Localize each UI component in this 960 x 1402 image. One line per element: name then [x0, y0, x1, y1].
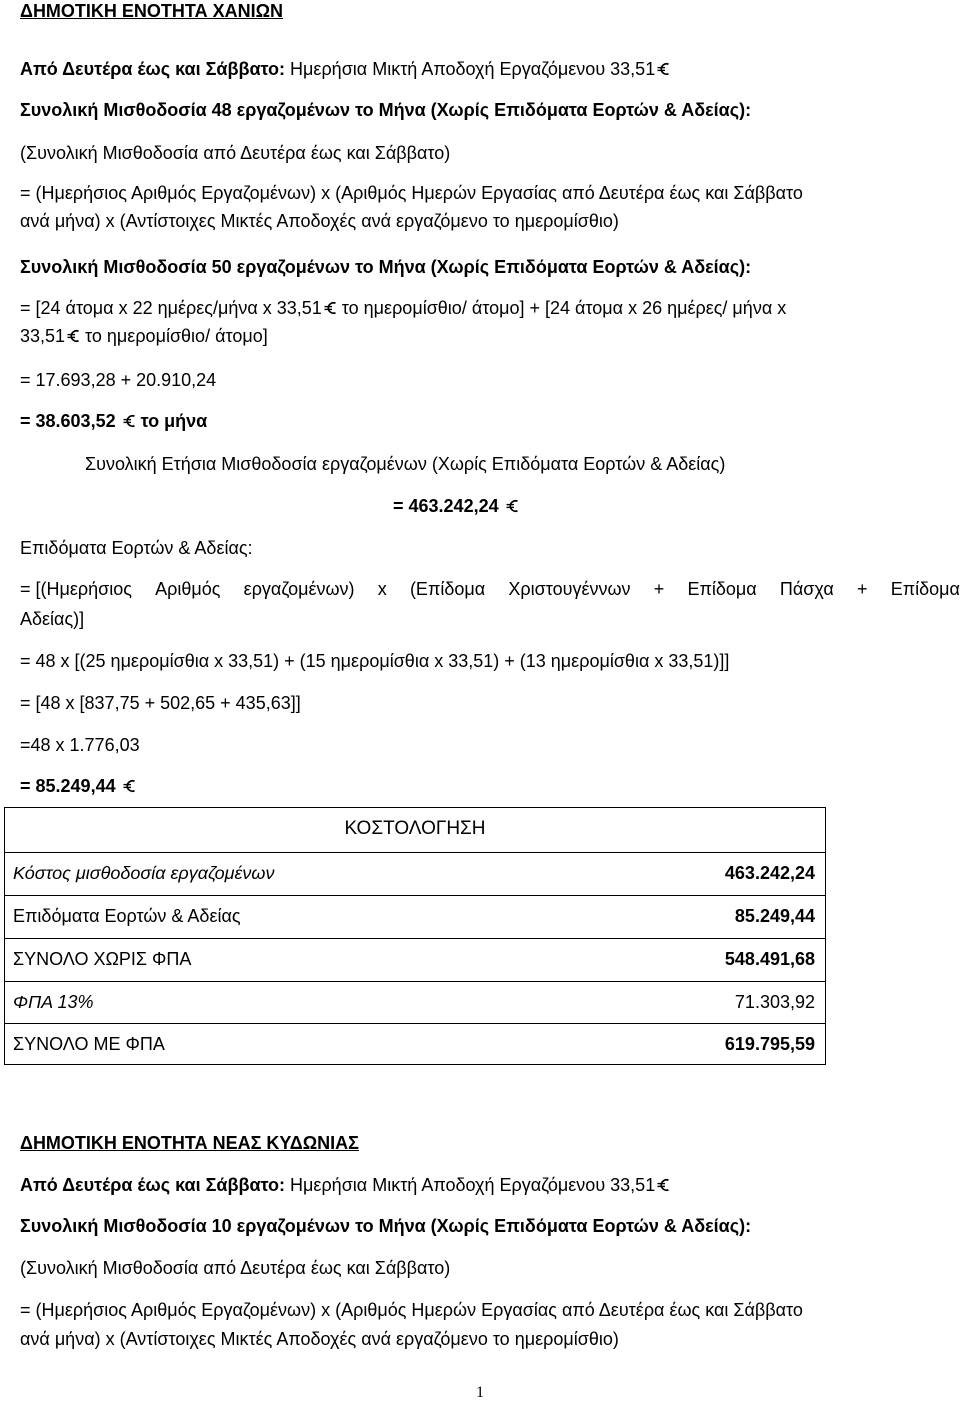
bonus-word: x — [377, 579, 387, 599]
cost-label: Επιδόματα Εορτών & Αδείας — [13, 906, 241, 926]
cost-value: 85.249,44 — [734, 906, 815, 926]
bonus-word: Επίδομα — [890, 579, 960, 599]
costing-title: ΚΟΣΤΟΛΟΓΗΣΗ — [344, 818, 486, 839]
table-row — [5, 852, 825, 895]
table-row — [5, 938, 825, 981]
euro-icon — [657, 62, 670, 76]
bonus-word: + — [653, 579, 665, 599]
table-row — [5, 981, 825, 1024]
calc-line-1-b: το ημερομίσθιο/ άτομο] + [24 άτομα x 26 ημέρες/ μήνα x — [336, 298, 787, 318]
bonus-heading: Επιδόματα Εορτών & Αδείας: — [20, 538, 253, 558]
bonus-calc-2: = [48 x [837,75 + 502,65 + 435,63]] — [20, 693, 301, 713]
bonus-formula-line-2: Αδείας)] — [20, 609, 85, 629]
euro-icon — [123, 779, 136, 793]
euro-icon — [67, 329, 80, 343]
bonus-word: εργαζομένων) — [243, 579, 355, 599]
calc-line-2-a: 33,51 — [20, 326, 66, 346]
euro-icon — [657, 1178, 670, 1192]
bonus-word: + — [856, 579, 868, 599]
total-48-heading: Συνολική Μισθοδοσία 48 εργαζομένων το Μήνα (Χωρίς Επιδόματα Εορτών & Αδείας): — [20, 100, 752, 120]
euro-icon — [324, 301, 337, 315]
sum-line: = 17.693,28 + 20.910,24 — [20, 370, 217, 390]
bonus-formula-line-1 — [20, 578, 960, 600]
cost-label: ΦΠΑ 13% — [13, 992, 94, 1012]
mon-sat-label: Από Δευτέρα έως και Σάββατο: — [20, 59, 286, 79]
calc-line-2-b: το ημερομίσθιο/ άτομο] — [80, 326, 268, 346]
cost-value: 463.242,24 — [724, 863, 815, 883]
table-row — [5, 895, 825, 938]
table-row — [5, 1023, 825, 1066]
mon-sat-line — [20, 58, 670, 80]
monthly-total — [20, 410, 207, 432]
costing-table — [4, 807, 826, 1065]
page-number: 1 — [476, 1384, 484, 1401]
cost-value: 548.491,68 — [724, 949, 815, 969]
bonus-word: Χριστουγέννων — [508, 579, 631, 599]
cost-label: Κόστος μισθοδοσία εργαζομένων — [13, 863, 275, 883]
cost-value: 71.303,92 — [734, 992, 815, 1012]
cost-value: 619.795,59 — [724, 1034, 815, 1054]
bonus-word: Αριθμός — [155, 579, 221, 599]
total-10-heading: Συνολική Μισθοδοσία 10 εργαζομένων το Μήνα (Χωρίς Επιδόματα Εορτών & Αδείας): — [20, 1216, 752, 1236]
formula-line-2: ανά μήνα) x (Αντίστοιχες Μικτές Αποδοχές ανά εργαζόμενο το ημερομίσθιο) — [20, 211, 619, 231]
bonus-calc-3: =48 x 1.776,03 — [20, 735, 140, 755]
total-50-heading: Συνολική Μισθοδοσία 50 εργαζομένων το Μήνα (Χωρίς Επιδόματα Εορτών & Αδείας): — [20, 257, 752, 277]
annual-total-value: = 463.242,24 — [393, 496, 499, 516]
bonus-calc-1: = 48 x [(25 ημερομίσθια x 33,51) + (15 ημερομίσθια x 33,51) + (13 ημερομίσθια x 33,51)]] — [20, 651, 730, 671]
mon-sat-line-2 — [20, 1174, 670, 1196]
cost-label: ΣΥΝΟΛΟ ΜΕ ΦΠΑ — [13, 1034, 165, 1054]
bonus-word: (Επίδομα — [409, 579, 486, 599]
section-heading-nea-kydonia: ΔΗΜΟΤΙΚΗ ΕΝΟΤΗΤΑ ΝΕΑΣ ΚΥΔΩΝΙΑΣ — [20, 1133, 359, 1153]
mon-sat-text: Ημερήσια Μικτή Αποδοχή Εργαζόμενου 33,51 — [285, 1175, 656, 1195]
calc-line-1-a: = [24 άτομα x 22 ημέρες/μήνα x 33,51 — [20, 298, 322, 318]
total-from-line: (Συνολική Μισθοδοσία από Δευτέρα έως και Σάββατο) — [20, 143, 451, 163]
euro-icon — [123, 414, 136, 428]
euro-icon — [506, 499, 519, 513]
bonus-word: Επίδομα — [687, 579, 757, 599]
annual-total — [393, 495, 519, 517]
bonus-word: Πάσχα — [779, 579, 834, 599]
bonus-word: = [(Ημερήσιος — [20, 579, 132, 599]
total-from-line-2: (Συνολική Μισθοδοσία από Δευτέρα έως και Σάββατο) — [20, 1258, 451, 1278]
cost-label: ΣΥΝΟΛΟ ΧΩΡΙΣ ΦΠΑ — [13, 949, 192, 969]
calc-line-2 — [20, 325, 268, 347]
formula-line-1: = (Ημερήσιος Αριθμός Εργαζομένων) x (Αριθμός Ημερών Εργασίας από Δευτέρα έως και Σάββατο — [20, 183, 803, 203]
mon-sat-label: Από Δευτέρα έως και Σάββατο: — [20, 1175, 286, 1195]
formula-line-2-s2: ανά μήνα) x (Αντίστοιχες Μικτές Αποδοχές ανά εργαζόμενο το ημερομίσθιο) — [20, 1329, 619, 1349]
calc-line-1 — [20, 297, 786, 319]
bonus-total — [20, 775, 136, 797]
mon-sat-text: Ημερήσια Μικτή Αποδοχή Εργαζόμενου 33,51 — [285, 59, 656, 79]
bonus-total-value: = 85.249,44 — [20, 776, 116, 796]
annual-heading: Συνολική Ετήσια Μισθοδοσία εργαζομένων (Χωρίς Επιδόματα Εορτών & Αδείας) — [85, 454, 726, 474]
monthly-suffix: το μήνα — [135, 411, 208, 431]
monthly-total-value: = 38.603,52 — [20, 411, 116, 431]
formula-line-1-s2: = (Ημερήσιος Αριθμός Εργαζομένων) x (Αριθμός Ημερών Εργασίας από Δευτέρα έως και Σάββατο — [20, 1300, 803, 1320]
section-heading-chania: ΔΗΜΟΤΙΚΗ ΕΝΟΤΗΤΑ ΧΑΝΙΩΝ — [20, 1, 284, 21]
